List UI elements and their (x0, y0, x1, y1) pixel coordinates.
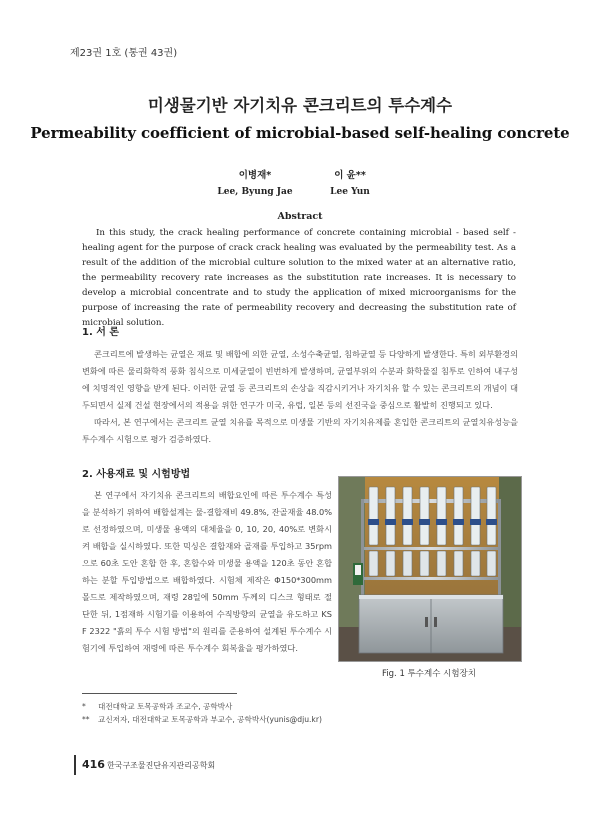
section-1-paragraph-2: 따라서, 본 연구에서는 콘크리트 균열 치유를 목적으로 미생물 기반의 자기치유제를 혼입한 콘크리트의 균열치유성능을 투수계수 시험으로 평가 검증하였다. (82, 417, 518, 444)
page-number: 416 (82, 758, 105, 771)
footer-bar (74, 755, 76, 775)
paper-title-english: Permeability coefficient of microbial-based self-healing concrete (30, 124, 570, 142)
author-1-name-korean: 이병재* (238, 170, 272, 181)
section-2-title: 2. 사용재료 및 시험방법 (82, 469, 191, 480)
footnote-2-text: 교신저자, 대전대학교 토목공학과 부교수, 공학박사(yunis@dju.kr) (98, 715, 322, 724)
paper-title-korean: 미생물기반 자기치유 콘크리트의 투수계수 (147, 96, 453, 115)
permeability-test-apparatus-photo (338, 476, 522, 662)
author-1 (205, 167, 305, 197)
author-2-name-korean: 이 윤** (334, 170, 366, 181)
footer-organization: 한국구조물진단유지관리공학회 (107, 761, 216, 770)
author-1-name-english: Lee, Byung Jae (217, 187, 293, 197)
footnote-1-mark: * (82, 702, 86, 711)
section-2-paragraph: 본 연구에서 자기치유 콘크리트의 배합요인에 따른 투수계수 특성을 분석하기 위하여 배합설계는 물-결합재비 49.8%, 잔골재율 48.0%로 선정하였으며, 미생물 용액의 대체율을 0, 10, 20, 40%로 변화시켜 배합을 실시하였다. 또한 믹싱은 결합재와 골재를 투입하고 35rpm으로 60초 도안 혼합 한 후, 혼합수와 미생물 용액을 120초 동안 혼합하는 분할 투입방법으로 배합하였다. 시험체 제작은 Φ150*300mm 몰드로 제작하였으며, 재령 28일에 50mm 두께의 디스크 형태로 절단한 뒤, 1점재하 시험기를 이용하여 수직방향의 균열을 유도하고 KS F 2322 "흙의 투수 시험 방법"의 원리를 준용하여 설계된 투수계수 시험기에 투입하여 재령에 따른 투수계수 회복율을 평가하였다. (82, 490, 332, 653)
author-2-name-english: Lee Yun (330, 187, 370, 197)
journal-volume-header: 제23권 1호 (통권 43권) (70, 48, 178, 59)
footnote-1-text: 대전대학교 토목공학과 조교수, 공학박사 (98, 702, 233, 711)
abstract-body: In this study, the crack healing performance of concrete containing microbial - based self - healing agent for the purpose of crack crack healing was evaluated by the permeability test. As a result of the addition of the microbial culture solution to the mixed water at an alternative ratio, the permeability recovery rate increases as the substitution rate increases. It is necessary to develop a microbial concentrate and to study the application of mixed microorganisms for the purpose of increasing the rate of permeability recovery and decreasing the substitution rate of microbial solution. (82, 228, 516, 328)
footnote-2 (82, 714, 322, 725)
section-1-paragraph-1: 콘크리트에 발생하는 균열은 재료 및 배합에 의한 균열, 소성수축균열, 침하균열 등 다양하게 발생한다. 특히 외부환경의 변화에 따른 물리화학적 풍화 침식으로 미세균열이 빈번하게 발생하며, 균열부위의 수분과 화학물질 침투로 인하여 내구성에 치명적인 영향을 받게 된다. 이러한 균열 등 콘크리트의 손상을 직감시키거나 자기치유 할 수 있는 콘크리트의 개념이 대두되면서 실제 건설 현장에서의 적용을 위한 연구가 미국, 유럽, 일본 등의 선진국을 중심으로 활발히 진행되고 있다. (82, 349, 518, 410)
figure-caption: Fig. 1 투수계수 시험장치 (382, 669, 476, 679)
footnote-2-mark: ** (82, 715, 90, 724)
section-1-title: 1. 서 론 (82, 327, 120, 338)
footnote-1 (82, 701, 232, 712)
author-2 (310, 167, 390, 197)
abstract-heading: Abstract (277, 211, 323, 222)
footnote-divider (82, 693, 237, 694)
